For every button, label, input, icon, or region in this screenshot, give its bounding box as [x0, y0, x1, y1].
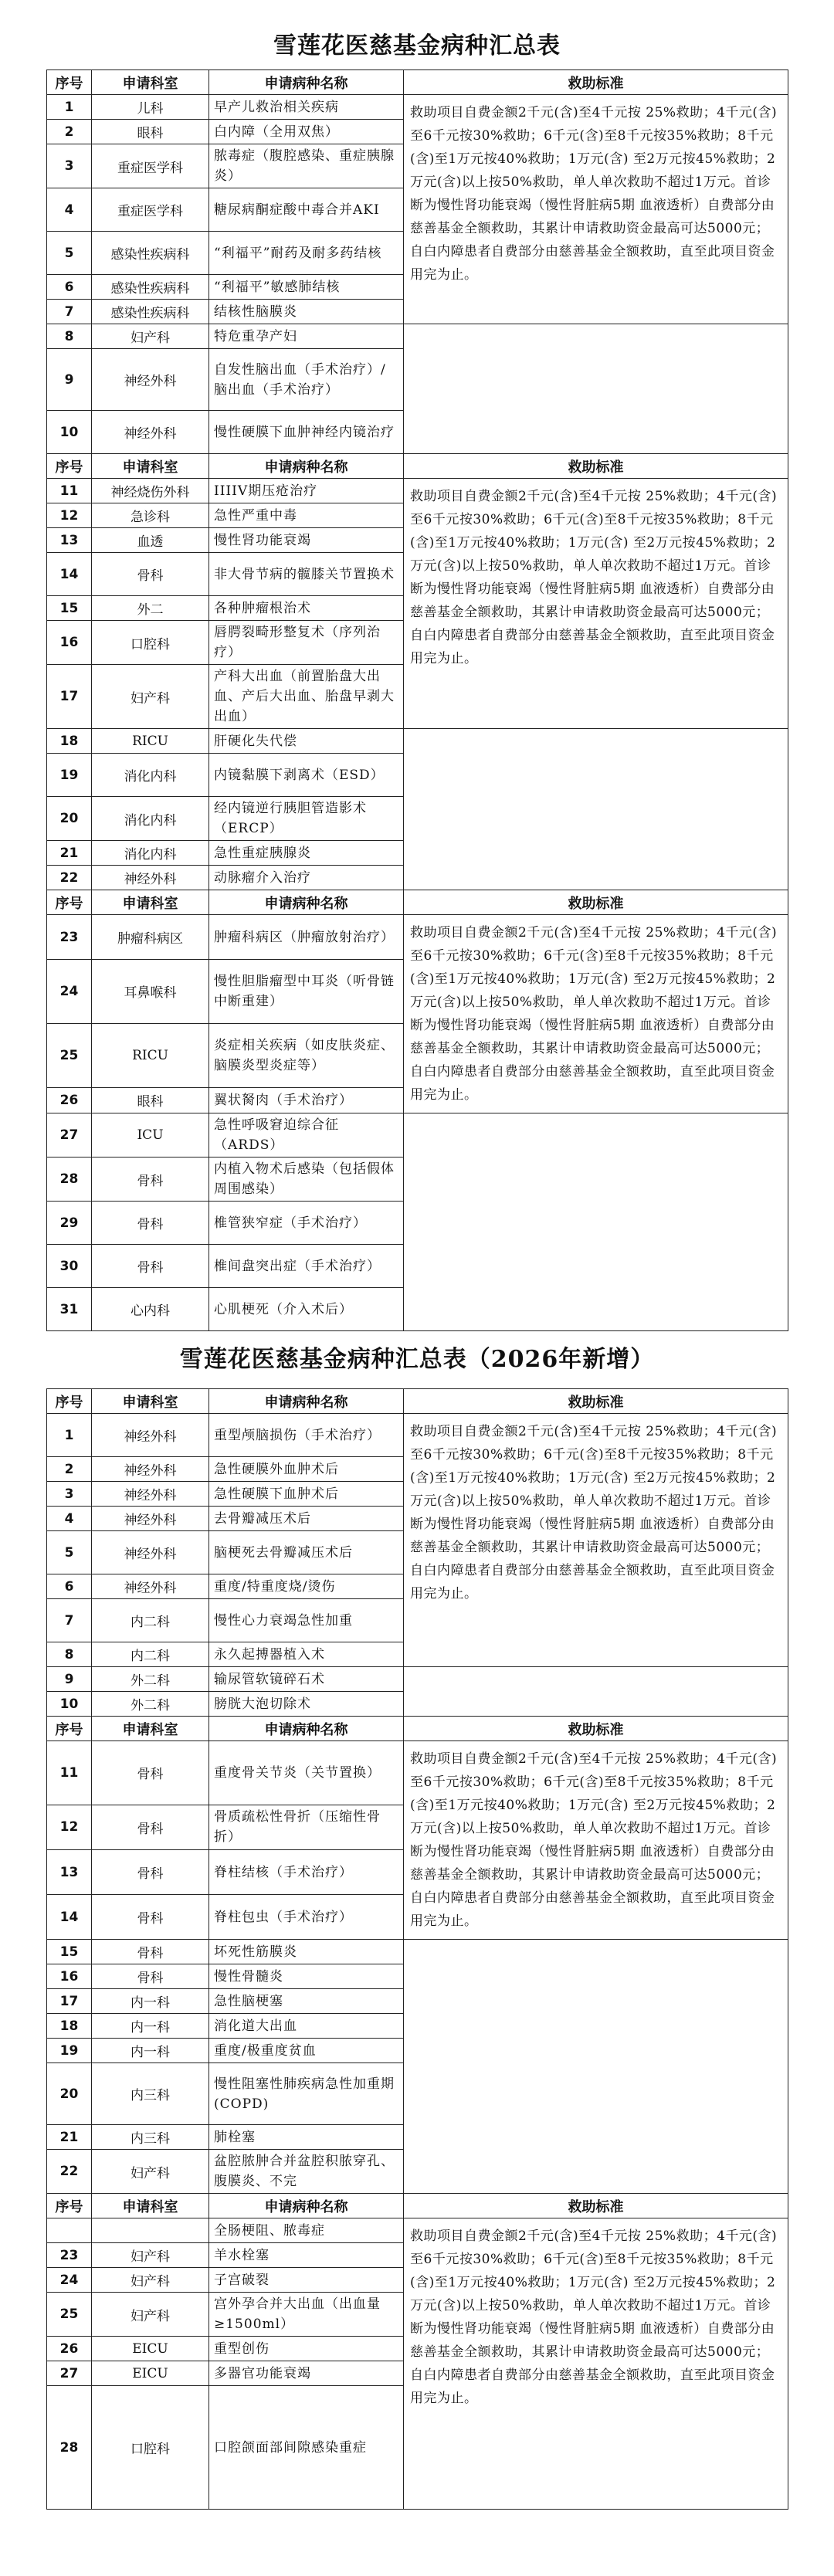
row-no: 8 [47, 324, 92, 349]
row-dept: 骨科 [92, 1895, 209, 1940]
row-dept: 重症医学科 [92, 188, 209, 232]
header-no: 序号 [47, 1389, 92, 1414]
row-disease: 脑梗死去骨瓣减压术后 [209, 1531, 404, 1574]
row-dept: 感染性疾病科 [92, 275, 209, 300]
row-dept: 神经外科 [92, 1482, 209, 1507]
row-dept: 眼科 [92, 1087, 209, 1113]
row-dept: EICU [92, 2361, 209, 2386]
row-no: 15 [47, 1940, 92, 1964]
row-disease: 唇腭裂畸形整复术（序列治疗） [209, 621, 404, 665]
row-dept: 重症医学科 [92, 144, 209, 188]
row-no: 15 [47, 596, 92, 621]
header-standard: 救助标准 [404, 454, 788, 479]
row-disease: “利福平”耐药及耐多药结核 [209, 232, 404, 275]
row-disease: 消化道大出血 [209, 2014, 404, 2039]
row-disease: 各种肿瘤根治术 [209, 596, 404, 621]
row-no: 14 [47, 553, 92, 596]
row-no: 17 [47, 665, 92, 729]
table-row [47, 2218, 788, 2243]
header-disease: 申请病种名称 [209, 1389, 404, 1414]
empty-cell [404, 1113, 788, 1331]
row-dept: 神经外科 [92, 866, 209, 890]
row-dept: 妇产科 [92, 2150, 209, 2194]
standard-text: 救助项目自费金额2千元(含)至4千元按 25%救助；4千元(含)至6千元按30%救助；6千元(含)至8千元按35%救助；8千元(含)至1万元按40%救助；1万元(含) 至2万元按45%救助；2万元(含)以上按50%救助，单人单次救助不超过1万元。首诊断为慢性肾功能衰竭（慢性肾脏病5期 血液透析）自费部分由慈善基金全额救助，其累计申请救助资金最高可达5000元；自白内障患者自费部分由慈善基金全额救助，直至此项目资金用完为止。 [404, 1741, 788, 1940]
standard-text: 救助项目自费金额2千元(含)至4千元按 25%救助；4千元(含)至6千元按30%救助；6千元(含)至8千元按35%救助；8千元(含)至1万元按40%救助；1万元(含) 至2万元按45%救助；2万元(含)以上按50%救助，单人单次救助不超过1万元。首诊断为慢性肾功能衰竭（慢性肾脏病5期 血液透析）自费部分由慈善基金全额救助，其累计申请救助资金最高可达5000元；自白内障患者自费部分由慈善基金全额救助，直至此项目资金用完为止。 [404, 95, 788, 324]
header-dept: 申请科室 [92, 1389, 209, 1414]
header-dept: 申请科室 [92, 1717, 209, 1741]
row-no: 2 [47, 1457, 92, 1482]
row-no: 7 [47, 1599, 92, 1642]
row-dept: 骨科 [92, 1741, 209, 1805]
row-dept: 内二科 [92, 1642, 209, 1667]
row-dept: 血透 [92, 528, 209, 553]
row-no: 24 [47, 960, 92, 1024]
table-header-row [47, 454, 788, 479]
header-standard: 救助标准 [404, 1717, 788, 1741]
row-dept: 神经外科 [92, 349, 209, 411]
row-disease: 膀胱大泡切除术 [209, 1692, 404, 1717]
row-no: 31 [47, 1288, 92, 1331]
header-dept: 申请科室 [92, 2194, 209, 2218]
row-no: 29 [47, 1202, 92, 1245]
row-disease: 全肠梗阻、脓毒症 [209, 2218, 404, 2243]
row-dept: RICU [92, 1023, 209, 1087]
header-standard: 救助标准 [404, 70, 788, 95]
row-disease: 重型创伤 [209, 2337, 404, 2361]
row-disease: 骨质疏松性骨折（压缩性骨折） [209, 1805, 404, 1850]
row-no: 11 [47, 1741, 92, 1805]
row-disease: 内镜黏膜下剥离术（ESD） [209, 754, 404, 797]
row-dept: 眼科 [92, 120, 209, 144]
row-no: 18 [47, 2014, 92, 2039]
row-disease: 结核性脑膜炎 [209, 300, 404, 324]
row-dept: 神经烧伤外科 [92, 479, 209, 503]
row-no: 23 [47, 2243, 92, 2268]
table-row [47, 95, 788, 120]
row-disease: 动脉瘤介入治疗 [209, 866, 404, 890]
row-no: 27 [47, 1113, 92, 1158]
row-dept: 神经外科 [92, 1574, 209, 1599]
row-disease: 急性呼吸窘迫综合征（ARDS） [209, 1113, 404, 1158]
table-row [47, 1741, 788, 1805]
row-dept: 骨科 [92, 1850, 209, 1895]
row-no: 3 [47, 1482, 92, 1507]
row-dept: 神经外科 [92, 1531, 209, 1574]
row-dept: 感染性疾病科 [92, 232, 209, 275]
row-no: 30 [47, 1245, 92, 1288]
page-title: 雪莲花医慈基金病种汇总表 [273, 32, 561, 59]
row-disease: 慢性胆脂瘤型中耳炎（听骨链中断重建） [209, 960, 404, 1024]
row-no: 28 [47, 1158, 92, 1202]
row-no: 14 [47, 1895, 92, 1940]
row-no: 21 [47, 841, 92, 866]
row-disease: 糖尿病酮症酸中毒合并AKI [209, 188, 404, 232]
row-disease: 慢性骨髓炎 [209, 1964, 404, 1989]
row-no: 3 [47, 144, 92, 188]
row-no: 25 [47, 1023, 92, 1087]
row-no: 16 [47, 1964, 92, 1989]
table-header-row [47, 1389, 788, 1414]
row-no: 2 [47, 120, 92, 144]
table-row [47, 915, 788, 960]
empty-cell [404, 729, 788, 890]
row-disease: 急性严重中毒 [209, 503, 404, 528]
standard-text: 救助项目自费金额2千元(含)至4千元按 25%救助；4千元(含)至6千元按30%救助；6千元(含)至8千元按35%救助；8千元(含)至1万元按40%救助；1万元(含) 至2万元按45%救助；2万元(含)以上按50%救助，单人单次救助不超过1万元。首诊断为慢性肾功能衰竭（慢性肾脏病5期 血液透析）自费部分由慈善基金全额救助，其累计申请救助资金最高可达5000元；自白内障患者自费部分由慈善基金全额救助，直至此项目资金用完为止。 [404, 1414, 788, 1667]
table-row [47, 479, 788, 503]
row-disease: 子宫破裂 [209, 2268, 404, 2293]
row-disease: 永久起搏器植入术 [209, 1642, 404, 1667]
row-disease: 重度/特重度烧/烫伤 [209, 1574, 404, 1599]
row-no: 12 [47, 503, 92, 528]
row-no: 18 [47, 729, 92, 754]
row-dept: 消化内科 [92, 754, 209, 797]
row-no: 10 [47, 1692, 92, 1717]
row-disease: 急性硬膜下血肿术后 [209, 1482, 404, 1507]
row-disease: 重度骨关节炎（关节置换） [209, 1741, 404, 1805]
row-disease: 肝硬化失代偿 [209, 729, 404, 754]
header-standard: 救助标准 [404, 890, 788, 915]
row-dept: EICU [92, 2337, 209, 2361]
row-dept: 神经外科 [92, 1507, 209, 1531]
row-disease: 内植入物术后感染（包括假体周围感染） [209, 1158, 404, 1202]
row-no: 17 [47, 1989, 92, 2014]
row-disease: 盆腔脓肿合并盆腔积脓穿孔、腹膜炎、不完 [209, 2150, 404, 2194]
row-dept: 外二 [92, 596, 209, 621]
row-no: 22 [47, 2150, 92, 2194]
row-dept: 耳鼻喉科 [92, 960, 209, 1024]
row-no: 26 [47, 1087, 92, 1113]
row-disease: 慢性肾功能衰竭 [209, 528, 404, 553]
table-header-row [47, 2194, 788, 2218]
disease-table-main [46, 69, 788, 1331]
row-no: 6 [47, 275, 92, 300]
row-no: 16 [47, 621, 92, 665]
row-disease: 心肌梗死（介入术后） [209, 1288, 404, 1331]
row-disease: 椎间盘突出症（手术治疗） [209, 1245, 404, 1288]
row-no [47, 2218, 92, 2243]
row-dept: 骨科 [92, 1940, 209, 1964]
row-disease: 口腔颌面部间隙感染重症 [209, 2386, 404, 2510]
header-standard: 救助标准 [404, 1389, 788, 1414]
row-disease: 脊柱包虫（手术治疗） [209, 1895, 404, 1940]
row-disease: 宫外孕合并大出血（出血量≥1500ml） [209, 2293, 404, 2337]
table-header-row [47, 1717, 788, 1741]
row-disease: 重型颅脑损伤（手术治疗） [209, 1414, 404, 1457]
header-no: 序号 [47, 890, 92, 915]
header-disease: 申请病种名称 [209, 2194, 404, 2218]
row-dept: 感染性疾病科 [92, 300, 209, 324]
row-disease: 自发性脑出血（手术治疗）/ 脑出血（手术治疗） [209, 349, 404, 411]
row-disease: 急性硬膜外血肿术后 [209, 1457, 404, 1482]
row-dept: 骨科 [92, 553, 209, 596]
row-dept: 骨科 [92, 1202, 209, 1245]
row-disease: 非大骨节病的髋膝关节置换术 [209, 553, 404, 596]
row-disease: “利福平”敏感肺结核 [209, 275, 404, 300]
header-disease: 申请病种名称 [209, 454, 404, 479]
row-dept: 口腔科 [92, 621, 209, 665]
empty-cell [404, 324, 788, 454]
page-title-2026: 雪莲花医慈基金病种汇总表（2026年新增） [179, 1346, 655, 1373]
row-no: 5 [47, 1531, 92, 1574]
row-dept: 内三科 [92, 2063, 209, 2125]
row-dept: 神经外科 [92, 1414, 209, 1457]
empty-cell [404, 1940, 788, 2194]
row-no: 13 [47, 1850, 92, 1895]
empty-cell [404, 1667, 788, 1717]
row-no: 4 [47, 188, 92, 232]
row-disease: 急性脑梗塞 [209, 1989, 404, 2014]
standard-text: 救助项目自费金额2千元(含)至4千元按 25%救助；4千元(含)至6千元按30%救助；6千元(含)至8千元按35%救助；8千元(含)至1万元按40%救助；1万元(含) 至2万元按45%救助；2万元(含)以上按50%救助，单人单次救助不超过1万元。首诊断为慢性肾功能衰竭（慢性肾脏病5期 血液透析）自费部分由慈善基金全额救助，其累计申请救助资金最高可达5000元；自白内障患者自费部分由慈善基金全额救助，直至此项目资金用完为止。 [404, 915, 788, 1113]
row-dept: ICU [92, 1113, 209, 1158]
row-no: 1 [47, 1414, 92, 1457]
row-disease: 产科大出血（前置胎盘大出血、产后大出血、胎盘早剥大出血） [209, 665, 404, 729]
row-no: 20 [47, 2063, 92, 2125]
row-no: 9 [47, 1667, 92, 1692]
row-disease: 去骨瓣减压术后 [209, 1507, 404, 1531]
row-no: 26 [47, 2337, 92, 2361]
row-dept: 消化内科 [92, 841, 209, 866]
header-no: 序号 [47, 1717, 92, 1741]
row-no: 9 [47, 349, 92, 411]
row-dept: 口腔科 [92, 2386, 209, 2510]
row-disease: 脊柱结核（手术治疗） [209, 1850, 404, 1895]
table-row [47, 1667, 788, 1692]
row-disease: 急性重症胰腺炎 [209, 841, 404, 866]
row-dept: 神经外科 [92, 1457, 209, 1482]
row-disease: 羊水栓塞 [209, 2243, 404, 2268]
header-dept: 申请科室 [92, 454, 209, 479]
row-dept: 外二科 [92, 1692, 209, 1717]
row-no: 1 [47, 95, 92, 120]
row-dept: 内三科 [92, 2125, 209, 2150]
row-dept: 消化内科 [92, 797, 209, 841]
row-no: 5 [47, 232, 92, 275]
header-dept: 申请科室 [92, 890, 209, 915]
row-no: 19 [47, 2039, 92, 2063]
header-standard: 救助标准 [404, 2194, 788, 2218]
row-no: 7 [47, 300, 92, 324]
row-no: 8 [47, 1642, 92, 1667]
row-dept: 外二科 [92, 1667, 209, 1692]
row-no: 22 [47, 866, 92, 890]
row-disease: 慢性心力衰竭急性加重 [209, 1599, 404, 1642]
table-row [47, 729, 788, 754]
table-header-row [47, 890, 788, 915]
row-disease: IIIIV期压疮治疗 [209, 479, 404, 503]
row-disease: 重度/极重度贫血 [209, 2039, 404, 2063]
row-disease: 脓毒症（腹腔感染、重症胰腺炎） [209, 144, 404, 188]
row-dept: 肿瘤科病区 [92, 915, 209, 960]
row-no: 11 [47, 479, 92, 503]
row-no: 4 [47, 1507, 92, 1531]
row-no: 23 [47, 915, 92, 960]
row-dept: 内一科 [92, 2014, 209, 2039]
row-dept: 神经外科 [92, 411, 209, 454]
row-disease: 慢性阻塞性肺疾病急性加重期(COPD) [209, 2063, 404, 2125]
header-no: 序号 [47, 454, 92, 479]
standard-text: 救助项目自费金额2千元(含)至4千元按 25%救助；4千元(含)至6千元按30%救助；6千元(含)至8千元按35%救助；8千元(含)至1万元按40%救助；1万元(含) 至2万元按45%救助；2万元(含)以上按50%救助，单人单次救助不超过1万元。首诊断为慢性肾功能衰竭（慢性肾脏病5期 血液透析）自费部分由慈善基金全额救助，其累计申请救助资金最高可达5000元；自白内障患者自费部分由慈善基金全额救助，直至此项目资金用完为止。 [404, 479, 788, 729]
row-dept: 骨科 [92, 1245, 209, 1288]
row-dept: RICU [92, 729, 209, 754]
row-dept: 妇产科 [92, 665, 209, 729]
row-dept: 骨科 [92, 1964, 209, 1989]
row-dept: 骨科 [92, 1805, 209, 1850]
row-dept: 妇产科 [92, 324, 209, 349]
row-dept: 妇产科 [92, 2293, 209, 2337]
row-dept: 妇产科 [92, 2268, 209, 2293]
header-disease: 申请病种名称 [209, 1717, 404, 1741]
row-no: 6 [47, 1574, 92, 1599]
table-row [47, 324, 788, 349]
header-disease: 申请病种名称 [209, 890, 404, 915]
header-no: 序号 [47, 2194, 92, 2218]
row-dept: 妇产科 [92, 2243, 209, 2268]
row-no: 10 [47, 411, 92, 454]
row-no: 13 [47, 528, 92, 553]
table-row [47, 1940, 788, 1964]
table-row [47, 1414, 788, 1457]
row-dept: 急诊科 [92, 503, 209, 528]
row-no: 12 [47, 1805, 92, 1850]
disease-table-2026 [46, 1388, 788, 2510]
row-disease: 多器官功能衰竭 [209, 2361, 404, 2386]
row-no: 20 [47, 797, 92, 841]
row-no: 19 [47, 754, 92, 797]
row-dept [92, 2218, 209, 2243]
row-disease: 早产儿救治相关疾病 [209, 95, 404, 120]
row-dept: 内一科 [92, 2039, 209, 2063]
row-no: 28 [47, 2386, 92, 2510]
row-dept: 心内科 [92, 1288, 209, 1331]
row-dept: 内一科 [92, 1989, 209, 2014]
row-no: 21 [47, 2125, 92, 2150]
table-header-row [47, 70, 788, 95]
row-no: 24 [47, 2268, 92, 2293]
header-disease: 申请病种名称 [209, 70, 404, 95]
row-dept: 骨科 [92, 1158, 209, 1202]
row-disease: 坏死性筋膜炎 [209, 1940, 404, 1964]
row-disease: 肿瘤科病区（肿瘤放射治疗） [209, 915, 404, 960]
header-no: 序号 [47, 70, 92, 95]
row-disease: 椎管狭窄症（手术治疗） [209, 1202, 404, 1245]
table-row [47, 1113, 788, 1158]
row-disease: 特危重孕产妇 [209, 324, 404, 349]
row-disease: 肺栓塞 [209, 2125, 404, 2150]
standard-text: 救助项目自费金额2千元(含)至4千元按 25%救助；4千元(含)至6千元按30%救助；6千元(含)至8千元按35%救助；8千元(含)至1万元按40%救助；1万元(含) 至2万元按45%救助；2万元(含)以上按50%救助，单人单次救助不超过1万元。首诊断为慢性肾功能衰竭（慢性肾脏病5期 血液透析）自费部分由慈善基金全额救助，其累计申请救助资金最高可达5000元；自白内障患者自费部分由慈善基金全额救助，直至此项目资金用完为止。 [404, 2218, 788, 2510]
row-disease: 输尿管软镜碎石术 [209, 1667, 404, 1692]
row-dept: 内二科 [92, 1599, 209, 1642]
row-dept: 儿科 [92, 95, 209, 120]
row-disease: 炎症相关疾病（如皮肤炎症、脑膜炎型炎症等） [209, 1023, 404, 1087]
row-disease: 经内镜逆行胰胆管造影术（ERCP） [209, 797, 404, 841]
row-disease: 慢性硬膜下血肿神经内镜治疗 [209, 411, 404, 454]
row-disease: 翼状胬肉（手术治疗） [209, 1087, 404, 1113]
row-disease: 白内障（全用双焦） [209, 120, 404, 144]
row-no: 25 [47, 2293, 92, 2337]
header-dept: 申请科室 [92, 70, 209, 95]
row-no: 27 [47, 2361, 92, 2386]
